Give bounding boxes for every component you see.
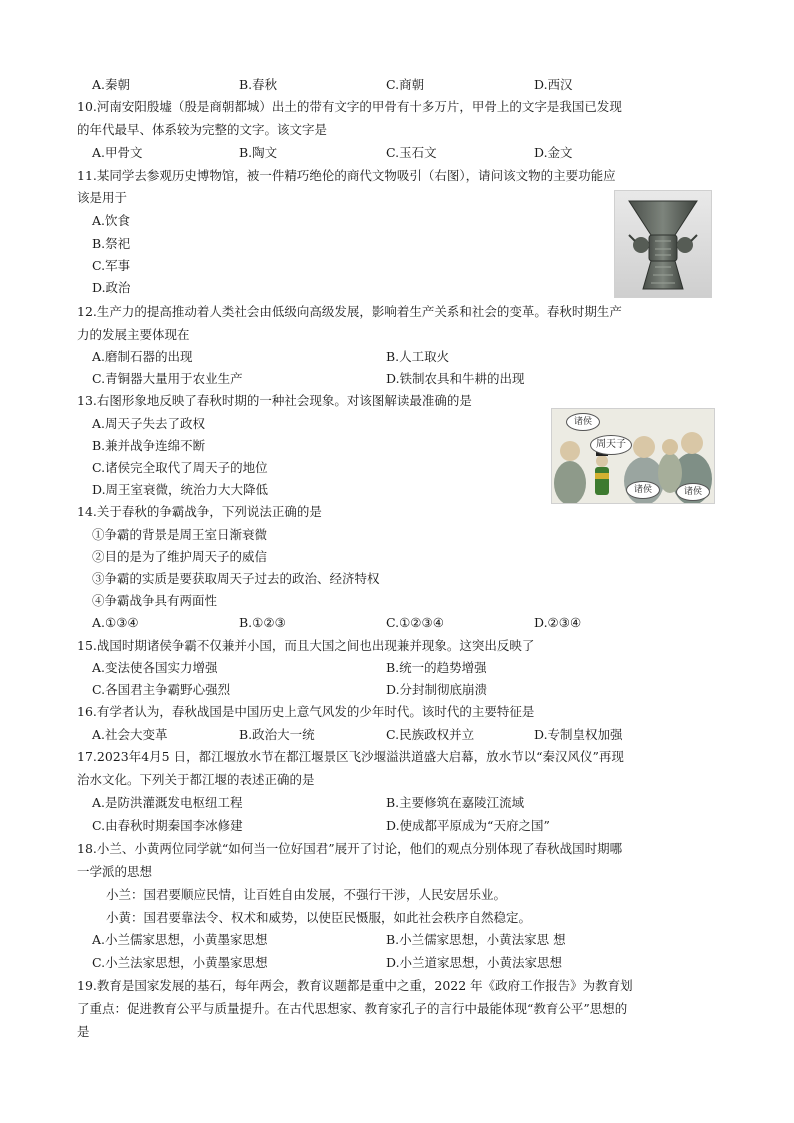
q14-statement-1: ①争霸的背景是周王室日渐衰微 <box>92 527 268 542</box>
king-speech-bubble: 周天子 <box>590 435 632 455</box>
q17-option-a: A.是防洪灌溉发电枢纽工程 <box>92 795 243 810</box>
q15-option-d: D.分封制彻底崩溃 <box>386 682 488 697</box>
q12-stem-line-1: 12.生产力的提高推动着人类社会由低级向高级发展，影响着生产关系和社会的变革。春秋时期生产 <box>77 304 622 319</box>
bronze-vessel-icon <box>615 191 711 297</box>
q16-option-a: A.社会大变革 <box>92 727 168 742</box>
q12-option-a: A.磨制石器的出现 <box>92 349 193 364</box>
q11-stem-line-2: 该是用于 <box>77 190 128 205</box>
q12-option-d: D.铁制农具和牛耕的出现 <box>386 371 525 386</box>
q17-option-d: D.使成都平原成为“天府之国” <box>386 818 550 833</box>
q18-option-d: D.小兰道家思想，小黄法家思想 <box>386 955 563 970</box>
q10-stem-line-1: 10.河南安阳殷墟（殷是商朝都城）出土的带有文字的甲骨有十多万片，甲骨上的文字是我国已发现 <box>77 99 622 114</box>
q14-statement-4: ④争霸战争具有两面性 <box>92 593 218 608</box>
q17-option-c: C.由春秋时期秦国李冰修建 <box>92 818 243 833</box>
q13-stem: 13.右图形象地反映了春秋时期的一种社会现象。对该图解读最准确的是 <box>77 393 472 408</box>
q14-stem: 14.关于春秋的争霸战争，下列说法正确的是 <box>77 504 322 519</box>
q14-statement-3: ③争霸的实质是要获取周天子过去的政治、经济特权 <box>92 571 380 586</box>
q9-option-a: A.秦朝 <box>92 77 131 92</box>
q18-stem-line-2: 一学派的思想 <box>77 864 153 879</box>
q13-option-b: B.兼并战争连绵不断 <box>92 438 206 453</box>
q18-option-b: B.小兰儒家思想，小黄法家思 想 <box>386 932 566 947</box>
q17-stem-line-1: 17.2023年4月5 日，都江堰放水节在都江堰景区飞沙堰溢洪道盛大启幕，放水节以“秦汉风仪”再现 <box>77 749 624 764</box>
q16-stem: 16.有学者认为，春秋战国是中国历史上意气风发的少年时代。该时代的主要特征是 <box>77 704 535 719</box>
q13-option-c: C.诸侯完全取代了周天子的地位 <box>92 460 268 475</box>
q18-stem-line-1: 18.小兰、小黄两位同学就“如何当一位好国君”展开了讨论，他们的观点分别体现了春秋战国时期哪 <box>77 841 623 856</box>
lords-speech-bubble-1: 诸侯 <box>566 413 600 431</box>
q19-stem-line-3: 是 <box>77 1024 90 1039</box>
q14-option-c: C.①②③④ <box>386 615 444 630</box>
q12-option-b: B.人工取火 <box>386 349 450 364</box>
q10-stem-line-2: 的年代最早、体系较为完整的文字。该文字是 <box>77 122 328 137</box>
q11-stem-line-1: 11.某同学去参观历史博物馆，被一件精巧绝伦的商代文物吸引（右图），请问该文物的主要功能应 <box>77 168 616 183</box>
q12-option-c: C.青铜器大量用于农业生产 <box>92 371 243 386</box>
q16-option-b: B.政治大一统 <box>239 727 315 742</box>
q10-option-a: A.甲骨文 <box>92 145 143 160</box>
q11-option-b: B.祭祀 <box>92 236 131 251</box>
q17-stem-line-2: 治水文化。下列关于都江堰的表述正确的是 <box>77 772 315 787</box>
q16-option-c: C.民族政权并立 <box>386 727 475 742</box>
q13-option-d: D.周王室衰微，统治力大大降低 <box>92 482 269 497</box>
q11-option-c: C.军事 <box>92 258 131 273</box>
q18-option-c: C.小兰法家思想，小黄墨家思想 <box>92 955 268 970</box>
q15-option-a: A.变法使各国实力增强 <box>92 660 218 675</box>
q13-option-a: A.周天子失去了政权 <box>92 416 206 431</box>
q13-cartoon-image <box>551 408 715 504</box>
q12-stem-line-2: 力的发展主要体现在 <box>77 327 190 342</box>
q18-view-xiaolan: 小兰：国君要顺应民情，让百姓自由发展，不强行干涉，人民安居乐业。 <box>106 887 507 902</box>
q14-option-d: D.②③④ <box>534 615 582 630</box>
q15-option-c: C.各国君主争霸野心强烈 <box>92 682 231 697</box>
q11-artifact-image <box>614 190 712 298</box>
q14-option-b: B.①②③ <box>239 615 286 630</box>
q11-option-d: D.政治 <box>92 280 131 295</box>
lords-speech-bubble-2: 诸侯 <box>626 481 660 499</box>
q19-stem-line-1: 19.教育是国家发展的基石，每年两会，教育议题都是重中之重，2022 年《政府工作报告》为教育划 <box>77 978 633 993</box>
q14-option-a: A.①③④ <box>92 615 139 630</box>
q11-option-a: A.饮食 <box>92 213 131 228</box>
q10-option-b: B.陶文 <box>239 145 278 160</box>
lords-speech-bubble-3: 诸侯 <box>676 483 710 501</box>
q14-statement-2: ②目的是为了维护周天子的威信 <box>92 549 268 564</box>
q16-option-d: D.专制皇权加强 <box>534 727 623 742</box>
q9-option-c: C.商朝 <box>386 77 425 92</box>
q10-option-d: D.金文 <box>534 145 573 160</box>
q18-option-a: A.小兰儒家思想，小黄墨家思想 <box>92 932 268 947</box>
q19-stem-line-2: 了重点：促进教育公平与质量提升。在古代思想家、教育家孔子的言行中最能体现“教育公平”思想的 <box>77 1001 628 1016</box>
q15-option-b: B.统一的趋势增强 <box>386 660 487 675</box>
q9-option-b: B.春秋 <box>239 77 278 92</box>
q17-option-b: B.主要修筑在嘉陵江流域 <box>386 795 525 810</box>
q9-option-d: D.西汉 <box>534 77 573 92</box>
q15-stem: 15.战国时期诸侯争霸不仅兼并小国，而且大国之间也出现兼并现象。这突出反映了 <box>77 638 535 653</box>
q18-view-xiaohuang: 小黄：国君要靠法令、权术和威势，以使臣民慑服，如此社会秩序自然稳定。 <box>106 910 532 925</box>
q10-option-c: C.玉石文 <box>386 145 437 160</box>
